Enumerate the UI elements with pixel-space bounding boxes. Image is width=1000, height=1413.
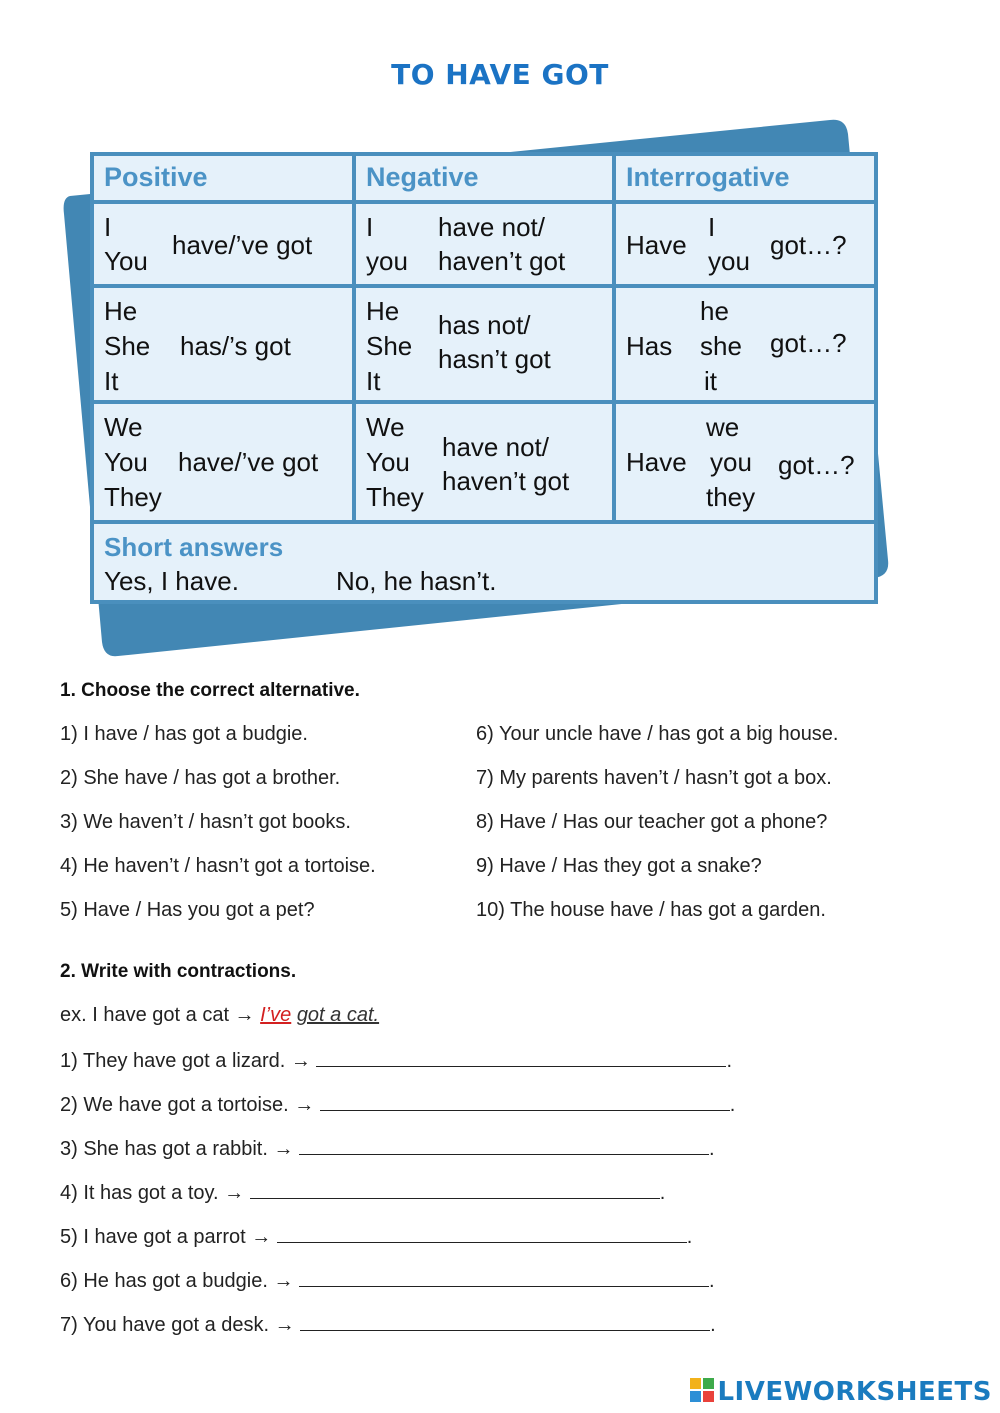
- subject: We: [104, 412, 143, 442]
- subject: We: [366, 412, 405, 442]
- liveworksheets-logo: LIVEWORKSHEETS: [689, 1377, 992, 1407]
- subject: you: [708, 246, 750, 276]
- ending: got…?: [778, 450, 855, 480]
- subject: You: [366, 447, 410, 477]
- verb: has/’s got: [180, 331, 291, 361]
- answer-input[interactable]: [300, 1312, 710, 1331]
- row3-interrogative: [616, 404, 874, 520]
- subject: you: [366, 246, 408, 276]
- row1-negative: [356, 204, 612, 284]
- exercise1-item: 10) The house have / has got a garden.: [476, 899, 826, 921]
- exercise1-title: 1. Choose the correct alternative.: [60, 680, 360, 701]
- ending: got…?: [770, 230, 847, 260]
- subject: He: [366, 296, 400, 326]
- verb: have/’ve got: [178, 447, 319, 477]
- exercise1-item: 1) I have / has got a budgie.: [60, 723, 308, 745]
- subject: He: [104, 296, 138, 326]
- answer-input[interactable]: [277, 1224, 687, 1243]
- row2-positive: [94, 288, 352, 400]
- subject: they: [706, 482, 756, 512]
- subject: They: [366, 482, 424, 512]
- subject: She: [104, 331, 151, 361]
- short-answer-no: No, he hasn’t.: [336, 566, 497, 596]
- example-answer: got a cat.: [296, 1004, 380, 1026]
- verb: have/’ve got: [172, 230, 313, 260]
- answer-input[interactable]: [320, 1092, 730, 1111]
- row1-positive: [94, 204, 352, 284]
- answer-input[interactable]: [299, 1136, 709, 1155]
- exercise1-item: 2) She have / has got a brother.: [60, 767, 341, 789]
- exercise2-item: 7) You have got a desk. → .: [60, 1314, 716, 1336]
- verb: has not/: [438, 310, 531, 340]
- grammar-table: [90, 152, 878, 604]
- exercise2-item: 5) I have got a parrot → .: [60, 1226, 693, 1248]
- answer-input[interactable]: [299, 1268, 709, 1287]
- exercise2-item: 1) They have got a lizard. → .: [60, 1050, 732, 1072]
- verb: have not/: [442, 432, 549, 462]
- verb: hasn’t got: [438, 344, 551, 374]
- exercise2-item: 3) She has got a rabbit. → .: [60, 1138, 715, 1160]
- auxiliary: Have: [626, 447, 687, 477]
- example-prompt: ex. I have got a cat →: [60, 1004, 255, 1026]
- exercise1-item: 3) We haven’t / hasn’t got books.: [60, 811, 351, 833]
- subject: we: [706, 412, 740, 442]
- subject: he: [700, 296, 729, 326]
- header-positive: Positive: [104, 162, 208, 192]
- verb: have not/: [438, 212, 545, 242]
- exercise1-item: 9) Have / Has they got a snake?: [476, 855, 762, 877]
- row2-interrogative: [616, 288, 874, 400]
- row1-interrogative: [616, 204, 874, 284]
- exercise1-item: 8) Have / Has our teacher got a phone?: [476, 811, 828, 833]
- row3-negative: [356, 404, 612, 520]
- exercise1-item: 4) He haven’t / hasn’t got a tortoise.: [60, 855, 376, 877]
- exercise2-title: 2. Write with contractions.: [60, 961, 297, 982]
- subject: It: [366, 366, 381, 396]
- subject: I: [708, 212, 716, 242]
- exercise1-item: 7) My parents haven’t / hasn’t got a box.: [476, 767, 832, 789]
- subject: You: [104, 246, 148, 276]
- subject: she: [700, 331, 742, 361]
- exercise2-item: 6) He has got a budgie. → .: [60, 1270, 715, 1292]
- page-title: TO HAVE GOT: [391, 58, 609, 91]
- short-answer-yes: Yes, I have.: [104, 566, 239, 596]
- subject: She: [366, 331, 413, 361]
- exercise1-item: 6) Your uncle have / has got a big house.: [476, 723, 839, 745]
- liveworksheets-icon: [689, 1377, 715, 1403]
- auxiliary: Have: [626, 230, 687, 260]
- answer-input[interactable]: [250, 1180, 660, 1199]
- subject: I: [104, 212, 112, 242]
- subject: It: [104, 366, 119, 396]
- exercise2-item: 2) We have got a tortoise. → .: [60, 1094, 736, 1116]
- example-line: [60, 1004, 379, 1027]
- subject: I: [366, 212, 374, 242]
- ending: got…?: [770, 328, 847, 358]
- subject: They: [104, 482, 162, 512]
- exercise1-item: 5) Have / Has you got a pet?: [60, 899, 315, 921]
- verb: haven’t got: [438, 246, 566, 276]
- verb: haven’t got: [442, 466, 570, 496]
- example-answer-highlight: I’ve: [260, 1004, 292, 1026]
- exercise2-item: 4) It has got a toy. → .: [60, 1182, 666, 1204]
- short-answers-label: Short answers: [104, 532, 284, 562]
- header-negative: Negative: [366, 162, 479, 192]
- subject: You: [104, 447, 148, 477]
- header-interrogative: Interrogative: [626, 162, 790, 192]
- subject: it: [704, 366, 717, 396]
- row3-positive: [94, 404, 352, 520]
- row2-negative: [356, 288, 612, 400]
- answer-input[interactable]: [316, 1048, 726, 1067]
- divider: [94, 520, 874, 524]
- subject: you: [710, 447, 752, 477]
- auxiliary: Has: [626, 331, 673, 361]
